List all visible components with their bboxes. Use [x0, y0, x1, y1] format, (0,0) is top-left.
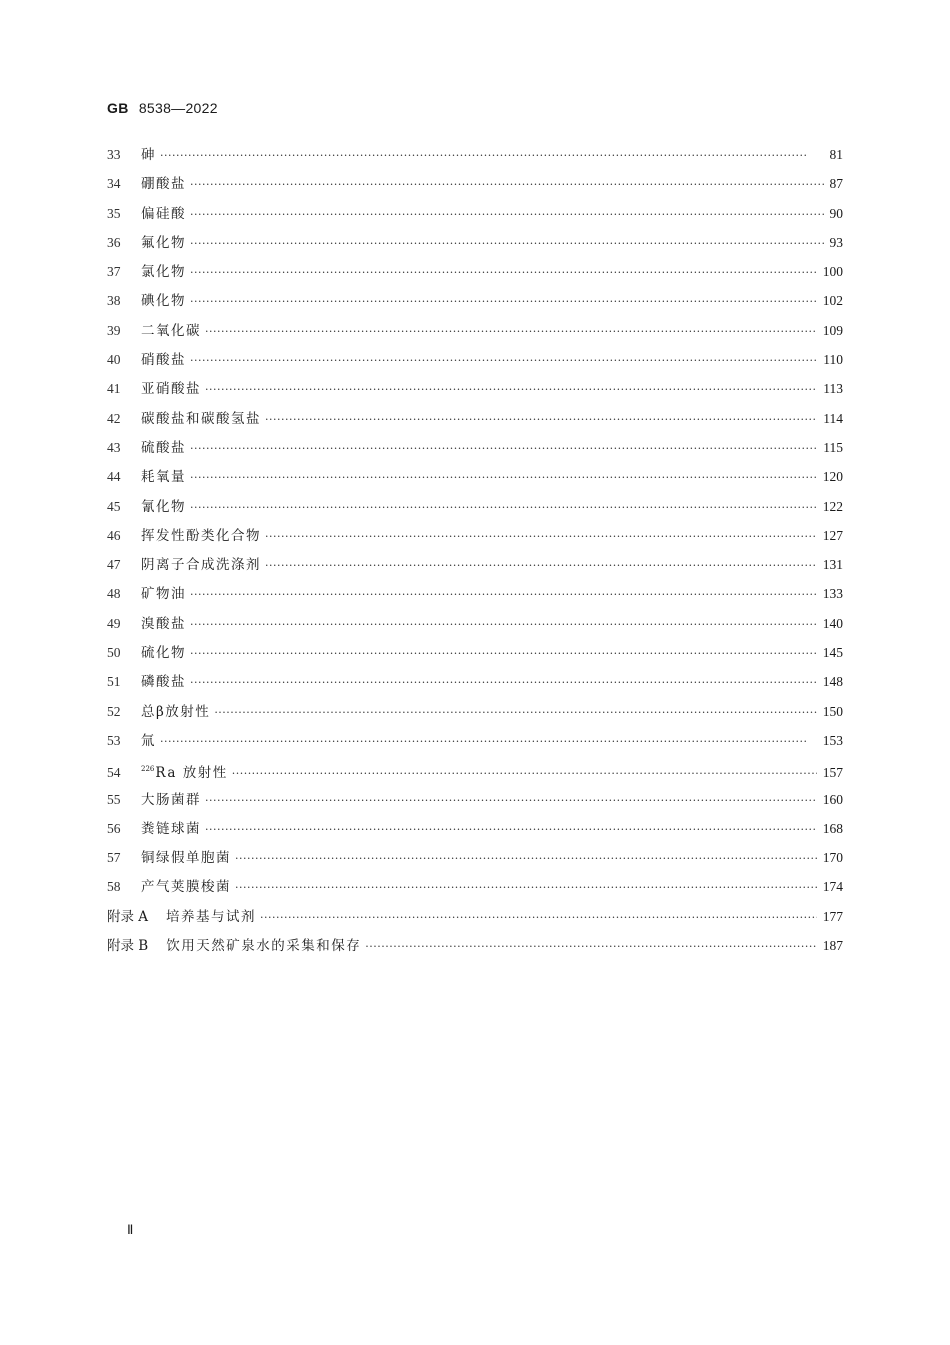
toc-entry-title	[141, 727, 156, 756]
toc-entry-title	[141, 170, 186, 199]
toc-entry-number: 44	[107, 469, 121, 485]
toc-entry-number: 38	[107, 293, 121, 309]
toc-entry-title	[141, 580, 186, 609]
toc-entry-title	[141, 141, 156, 170]
toc-entry-page: 187	[822, 938, 843, 954]
dot-leader	[235, 873, 817, 902]
page-number: Ⅱ	[127, 1222, 134, 1237]
toc-entry-page: 113	[823, 381, 843, 397]
toc-entry-number: 53	[107, 732, 121, 748]
toc-entry-number: 47	[107, 557, 121, 573]
toc-entry-title	[166, 903, 256, 932]
toc-entry-title-text: 偏硅酸	[141, 205, 186, 222]
page-header	[107, 100, 218, 116]
toc-entry[interactable]	[107, 667, 843, 696]
toc-entry-title	[141, 844, 231, 873]
toc-entry-title-text: 铜绿假单胞菌	[141, 850, 231, 867]
toc-entry-title	[141, 200, 186, 229]
dot-leader	[190, 346, 817, 375]
toc-entry-number: 40	[107, 352, 121, 368]
isotope-mass-number: 226	[141, 765, 155, 774]
toc-entry-title-text: 磷酸盐	[141, 674, 186, 691]
toc-entry[interactable]	[107, 257, 843, 286]
dot-leader	[190, 258, 817, 287]
toc-entry[interactable]	[107, 843, 843, 872]
toc-entry-number: 50	[107, 645, 121, 661]
dot-leader	[214, 698, 816, 727]
toc-entry-title-text: 氟化物	[141, 234, 186, 251]
toc-entry-title-text: Ra 放射性	[155, 765, 228, 782]
dot-leader	[265, 522, 817, 551]
toc-entry-title-text: 产气荚膜梭菌	[141, 879, 231, 896]
toc-entry-title	[141, 229, 186, 258]
toc-entry-title-text: 粪链球菌	[141, 820, 201, 837]
toc-entry-number: 附录 A	[107, 908, 149, 925]
toc-entry[interactable]	[107, 404, 843, 433]
toc-entry-number: 43	[107, 439, 121, 455]
toc-entry-page: 148	[822, 674, 843, 690]
toc-entry[interactable]	[107, 726, 843, 755]
toc-entry-page: 168	[822, 820, 843, 836]
toc-entry[interactable]	[107, 872, 843, 901]
dot-leader	[190, 493, 817, 522]
dot-leader	[232, 759, 817, 788]
toc-entry-number: 46	[107, 527, 121, 543]
toc-entry[interactable]	[107, 492, 843, 521]
toc-entry-number: 58	[107, 879, 121, 895]
toc-entry[interactable]	[107, 169, 843, 198]
toc-entry-number: 48	[107, 586, 121, 602]
dot-leader	[205, 815, 817, 844]
toc-entry-title	[141, 405, 261, 434]
toc-entry-number: 54	[107, 765, 121, 781]
toc-entry-number: 34	[107, 176, 121, 192]
dot-leader	[205, 317, 817, 346]
toc-entry-number: 42	[107, 410, 121, 426]
toc-entry-number: 57	[107, 850, 121, 866]
toc-entry-title	[141, 258, 186, 287]
toc-entry-page: 102	[822, 293, 843, 309]
toc-entry-title-text: 硝酸盐	[141, 352, 186, 369]
dot-leader	[190, 610, 817, 639]
toc-entry-page: 100	[822, 264, 843, 280]
toc-entry-title-text: 硫化物	[141, 645, 186, 662]
toc-entry-title	[141, 346, 186, 375]
toc-entry-title	[141, 463, 186, 492]
toc-entry-page: 160	[822, 791, 843, 807]
toc-entry-number: 51	[107, 674, 121, 690]
toc-entry-title-text: 氚	[141, 732, 156, 749]
toc-entry-title	[141, 815, 201, 844]
toc-entry-page: 140	[822, 615, 843, 631]
standard-code: GB	[107, 100, 129, 116]
toc-entry-number: 49	[107, 615, 121, 631]
toc-entry-title-text: 培养基与试剂	[166, 908, 257, 925]
toc-entry-title	[141, 668, 186, 697]
toc-entry[interactable]	[107, 286, 843, 315]
dot-leader	[190, 639, 817, 668]
toc-entry-page: 170	[822, 850, 843, 866]
toc-entry-number: 55	[107, 791, 121, 807]
toc-entry-number: 附录 B	[107, 938, 149, 955]
toc-entry-page: 115	[823, 439, 843, 455]
toc-entry[interactable]	[107, 579, 843, 608]
toc-entry-title	[141, 375, 201, 404]
toc-entry-title-text: 大肠菌群	[141, 791, 201, 808]
dot-leader	[190, 463, 817, 492]
toc-entry-page: 174	[822, 879, 843, 895]
dot-leader	[190, 580, 817, 609]
toc-entry-title-text: 砷	[141, 147, 156, 163]
toc-entry-title-text: 二氧化碳	[141, 322, 201, 339]
dot-leader	[265, 405, 817, 434]
toc-entry-page: 93	[829, 234, 843, 250]
dot-leader	[190, 668, 817, 697]
toc-entry-page: 109	[822, 322, 843, 338]
toc-entry[interactable]	[107, 140, 843, 169]
toc-entry-number: 45	[107, 498, 121, 514]
toc-entry-page: 114	[823, 410, 843, 426]
toc-entry-title-text: 亚硝酸盐	[141, 381, 201, 398]
toc-entry[interactable]	[107, 638, 843, 667]
toc-entry-title-text: 饮用天然矿泉水的采集和保存	[166, 938, 362, 955]
toc-entry-title-text: 溴酸盐	[141, 615, 186, 632]
toc-entry[interactable]	[107, 550, 843, 579]
toc-entry-title	[141, 698, 210, 727]
dot-leader	[235, 844, 817, 873]
toc-entry-title-text: 碘化物	[141, 293, 186, 310]
toc-entry[interactable]	[107, 814, 843, 843]
dot-leader	[160, 727, 817, 756]
toc-entry-title	[141, 522, 261, 551]
toc-entry-page: 150	[822, 703, 843, 719]
toc-entry-title	[141, 786, 201, 815]
toc-entry-page: 131	[822, 557, 843, 573]
dot-leader	[205, 786, 817, 815]
dot-leader	[190, 434, 817, 463]
toc-entry[interactable]	[107, 755, 843, 784]
toc-entry-title	[141, 755, 228, 788]
toc-entry[interactable]	[107, 316, 843, 345]
toc-entry-title-text: 氯化物	[141, 264, 186, 281]
toc-entry-title	[141, 873, 231, 902]
toc-entry-title	[141, 287, 186, 316]
toc-entry[interactable]	[107, 521, 843, 550]
standard-number: 8538—2022	[138, 100, 218, 116]
toc-entry-page: 127	[822, 527, 843, 543]
toc-entry-title-text: 氰化物	[141, 498, 186, 515]
toc-entry-number: 41	[107, 381, 121, 397]
toc-entry-page: 120	[822, 469, 843, 485]
dot-leader	[190, 287, 817, 316]
toc-entry-page: 90	[829, 205, 843, 221]
toc-entry-number: 39	[107, 322, 121, 338]
dot-leader	[190, 170, 824, 199]
toc-entry[interactable]	[107, 345, 843, 374]
toc-entry-title-text: 硼酸盐	[141, 176, 186, 193]
dot-leader	[260, 903, 817, 932]
dot-leader	[190, 200, 824, 229]
toc-entry-title-text: 阴离子合成洗涤剂	[141, 557, 261, 574]
toc-entry[interactable]	[107, 433, 843, 462]
toc-entry-page: 87	[829, 176, 843, 192]
toc-entry-title-text: 硫酸盐	[141, 439, 186, 456]
toc-entry-page: 153	[822, 732, 843, 748]
toc-entry-page: 177	[822, 908, 843, 924]
toc-entry-number: 56	[107, 820, 121, 836]
toc-entry-title-text: 挥发性酚类化合物	[141, 527, 261, 544]
toc-entry-title-text: 耗氧量	[141, 469, 186, 486]
table-of-contents	[107, 140, 843, 960]
toc-entry[interactable]	[107, 462, 843, 491]
toc-entry[interactable]	[107, 228, 843, 257]
toc-entry-title-text: 碳酸盐和碳酸氢盐	[141, 410, 261, 427]
toc-entry-page: 81	[829, 147, 843, 162]
toc-entry-title	[141, 610, 186, 639]
dot-leader	[265, 551, 817, 580]
dot-leader	[205, 375, 817, 404]
toc-entry-number: 33	[107, 147, 121, 162]
toc-entry[interactable]	[107, 374, 843, 403]
toc-entry-page: 110	[823, 352, 843, 368]
toc-entry-title	[141, 639, 186, 668]
toc-entry-page: 157	[822, 765, 843, 781]
toc-entry-number: 52	[107, 703, 121, 719]
toc-entry-title-text: 总β放射性	[141, 703, 211, 720]
dot-leader	[160, 141, 824, 170]
toc-entry-title	[166, 932, 361, 961]
toc-entry-title	[141, 317, 201, 346]
toc-entry[interactable]	[107, 609, 843, 638]
toc-entry[interactable]	[107, 697, 843, 726]
toc-entry-page: 145	[822, 645, 843, 661]
toc-entry[interactable]	[107, 199, 843, 228]
toc-entry-number: 37	[107, 264, 121, 280]
toc-entry[interactable]	[107, 785, 843, 814]
toc-entry-title	[141, 434, 186, 463]
toc-entry-page: 133	[822, 586, 843, 602]
toc-entry-number: 36	[107, 234, 121, 250]
toc-entry-page: 122	[822, 498, 843, 514]
toc-entry-number: 35	[107, 205, 121, 221]
dot-leader	[365, 932, 817, 961]
toc-entry[interactable]	[107, 902, 843, 931]
toc-entry-title-text: 矿物油	[141, 586, 186, 603]
toc-entry-title	[141, 493, 186, 522]
toc-entry-title	[141, 551, 261, 580]
dot-leader	[190, 229, 824, 258]
toc-entry[interactable]	[107, 931, 843, 960]
